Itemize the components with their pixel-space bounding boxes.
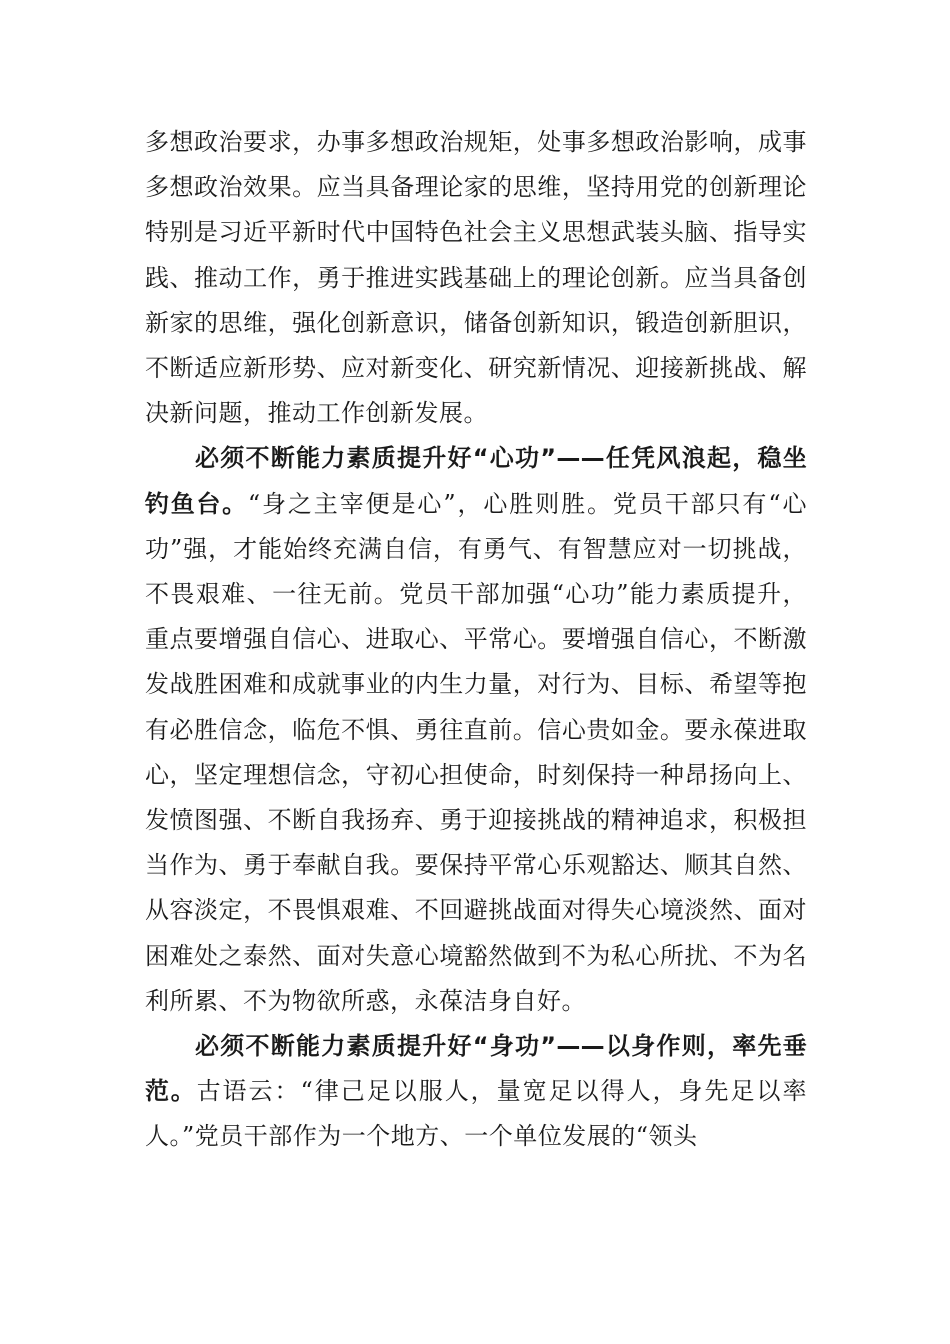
paragraph-2: [145, 436, 807, 1024]
paragraph-1: [145, 120, 807, 436]
paragraph-3: [145, 1024, 807, 1160]
paragraph-1-text: 多想政治要求，办事多想政治规矩，处事多想政治影响，成事多想政治效果。应当具备理论家的思维，坚持用党的创新理论特别是习近平新时代中国特色社会主义思想武装头脑、指导实践、推动工作，勇于推进实践基础上的理论创新。应当具备创新家的思维，强化创新意识，储备创新知识，锻造创新胆识，不断适应新形势、应对新变化、研究新情况、迎接新挑战、解决新问题，推动工作创新发展。: [145, 128, 807, 428]
document-body: [145, 120, 807, 1160]
paragraph-3-lead: 必须不断能力素质提升好“身功”——以身作则，率先垂范。: [145, 1032, 807, 1106]
paragraph-3-text: 古语云：“律己足以服人，量宽足以得人，身先足以率人。”党员干部作为一个地方、一个单位发展的“领头: [145, 1077, 807, 1151]
paragraph-2-text: “身之主宰便是心”，心胜则胜。党员干部只有“心功”强，才能始终充满自信，有勇气、有智慧应对一切挑战，不畏艰难、一往无前。党员干部加强“心功”能力素质提升，重点要增强自信心、进取心、平常心。要增强自信心，不断激发战胜困难和成就事业的内生力量，对行为、目标、希望等抱有必胜信念，临危不惧、勇往直前。信心贵如金。要永葆进取心，坚定理想信念，守初心担使命，时刻保持一种昂扬向上、发愤图强、不断自我扬弃、勇于迎接挑战的精神追求，积极担当作为、勇于奉献自我。要保持平常心乐观豁达、顺其自然、从容淡定，不畏惧艰难、不回避挑战面对得失心境淡然、面对困难处之泰然、面对失意心境豁然做到不为私心所扰、不为名利所累、不为物欲所惑，永葆洁身自好。: [145, 489, 808, 1015]
paragraph-2-lead: 必须不断能力素质提升好“心功”——任凭风浪起，稳坐钓鱼台。: [145, 444, 807, 518]
